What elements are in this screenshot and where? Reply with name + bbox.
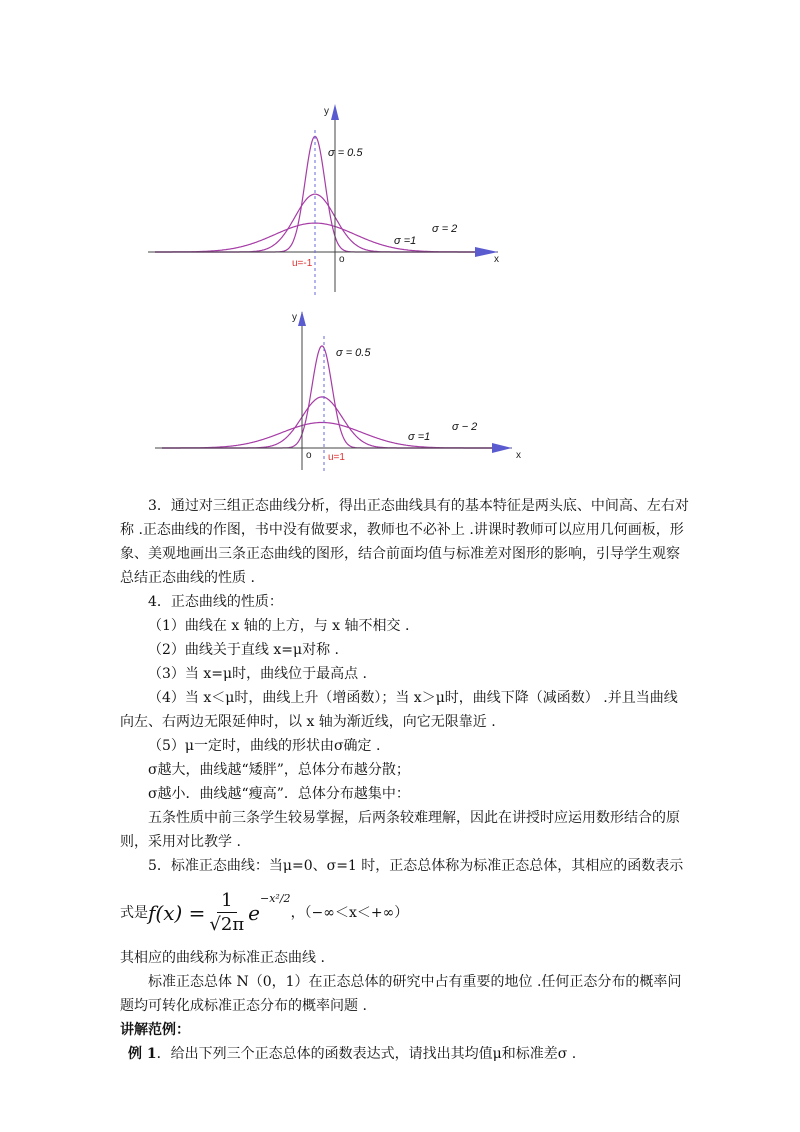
paragraph-7: 标准正态总体 N（0，1）在正态总体的研究中占有重要的地位 .任何正态分布的概率问题均可转化成标准正态分布的概率问题 .	[120, 974, 682, 1014]
y-axis-label: y	[292, 312, 297, 323]
formula-exponent: −x²/2	[260, 892, 291, 905]
formula-base: e	[248, 901, 261, 925]
main-text	[120, 494, 690, 1066]
x-axis-arrow	[492, 443, 512, 453]
example-text: ．给出下列三个正态总体的函数表达式，请找出其均值μ和标准差σ .	[156, 1046, 577, 1062]
note-sigma-small: σ越小．曲线越“瘦高”．总体分布越集中：	[148, 786, 410, 802]
x-axis-label: x	[494, 254, 499, 265]
y-axis-label: y	[324, 106, 329, 117]
formula-denominator: √2π	[209, 913, 245, 935]
mu-label: u=-1	[292, 258, 313, 269]
sigma-label-small: σ = 0.5	[336, 347, 371, 359]
example-label: 例 1	[128, 1046, 157, 1062]
section-heading: 讲解范例：	[120, 1022, 190, 1038]
x-axis-label: x	[516, 450, 521, 461]
formula-lhs: f(x) =	[148, 901, 206, 925]
paragraph-5: 5．标准正态曲线：当μ=0、σ=1 时，正态总体称为标准正态总体，其相应的函数表示	[148, 858, 684, 874]
figure-2-curves	[162, 346, 492, 448]
curve-sigma-0-5	[162, 346, 492, 448]
sigma-label-medium: σ =1	[408, 431, 431, 443]
y-axis-arrow	[331, 104, 339, 120]
property-5: （5）μ一定时，曲线的形状由σ确定 .	[148, 738, 381, 754]
property-3: （3）当 x=μ时，曲线位于最高点 .	[148, 666, 367, 682]
summary: 五条性质中前三条学生较易掌握，后两条较难理解，因此在讲授时应运用数形结合的原则，采用对比教学 .	[120, 810, 680, 850]
property-1: （1）曲线在 x 轴的上方，与 x 轴不相交 .	[148, 618, 410, 634]
paragraph-4: 4．正态曲线的性质：	[148, 594, 283, 610]
origin-label: o	[339, 254, 345, 265]
note-sigma-large: σ越大，曲线越“矮胖”，总体分布越分散；	[148, 762, 410, 778]
sigma-label-small: σ = 0.5	[328, 147, 363, 159]
paragraph-3: 3．通过对三组正态曲线分析，得出正态曲线具有的基本特征是两头底、中间高、左右对称 .正态曲线的作图，书中没有做要求，教师也不必补上 .讲课时教师可以应用几何画板，形象、美观地画出三条正态曲线的图形，结合前面均值与标准差对图形的影响，引导学生观察总结正态曲线的性质 .	[120, 498, 689, 586]
normal-curves-figure-2	[140, 308, 540, 473]
example-1	[120, 1042, 690, 1066]
formula-prefix: 式是	[120, 905, 148, 921]
formula-fraction	[209, 890, 244, 937]
paragraph-6: 其相应的曲线称为标准正态曲线 .	[120, 950, 325, 966]
sigma-label-large: σ = 2	[432, 223, 458, 235]
standard-normal-formula	[120, 882, 690, 944]
normal-curves-figure-1	[140, 100, 540, 300]
property-2: （2）曲线关于直线 x=μ对称 .	[148, 642, 339, 658]
property-4: （4）当 x＜μ时，曲线上升（增函数）；当 x＞μ时，曲线下降（减函数） .并且当曲线向左、右两边无限延伸时，以 x 轴为渐近线，向它无限靠近 .	[120, 690, 678, 730]
sigma-label-large: σ − 2	[452, 421, 478, 433]
curve-sigma-2	[162, 423, 492, 449]
sigma-label-medium: σ =1	[394, 235, 417, 247]
origin-label: o	[306, 450, 312, 461]
formula-numerator: 1	[217, 890, 236, 913]
formula-domain: ，（−∞＜x＜+∞）	[290, 905, 409, 921]
y-axis-arrow	[298, 311, 306, 326]
mu-label: u=1	[328, 452, 345, 463]
